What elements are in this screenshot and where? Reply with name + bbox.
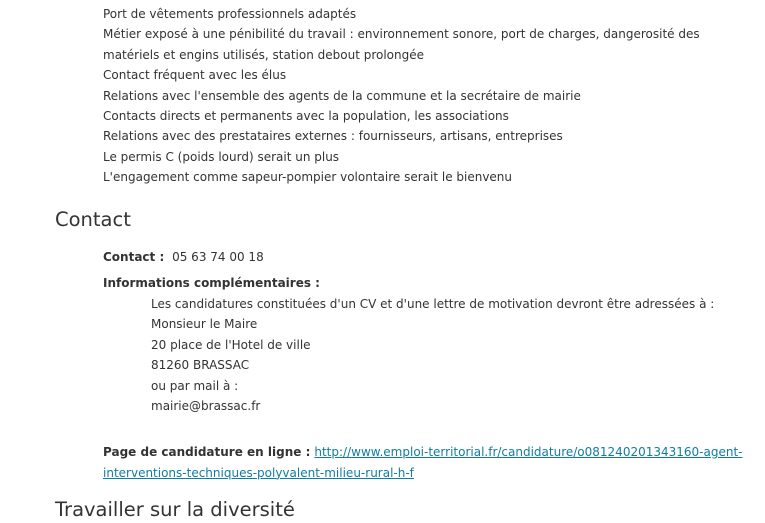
list-item: Port de vêtements professionnels adaptés bbox=[103, 7, 357, 21]
email-address: mairie@brassac.fr bbox=[151, 399, 261, 414]
next-section-title: Travailler sur la diversité bbox=[55, 498, 295, 521]
application-page-row bbox=[103, 442, 743, 483]
contact-label: Contact : bbox=[103, 250, 165, 264]
infos-complementaires-label: Informations complémentaires : bbox=[103, 276, 320, 290]
info-line: 20 place de l'Hotel de ville bbox=[151, 337, 311, 352]
contact-phone-value: 05 63 74 00 18 bbox=[172, 250, 264, 264]
list-item: Contact fréquent avec les élus bbox=[103, 68, 287, 83]
list-item: Relations avec l'ensemble des agents de la commune et la secrétaire de mairie bbox=[103, 88, 581, 103]
info-line: Les candidatures constituées d'un CV et d'une lettre de motivation devront être adressées à : bbox=[151, 297, 715, 311]
contact-phone-row bbox=[103, 248, 264, 266]
conditions-list bbox=[103, 4, 743, 188]
contact-section-title: Contact bbox=[55, 208, 131, 231]
infos-complementaires-block bbox=[151, 294, 751, 416]
application-page-link[interactable]: http://www.emploi-territorial.fr/candidature/o081240201343160-agent-interventions-techniques-polyvalent-milieu-rural-h-f bbox=[103, 445, 743, 480]
list-item: Métier exposé à une pénibilité du travail : environnement sonore, port de charges, dangerosité des matériels et engins utilisés, station debout prolongée bbox=[103, 27, 700, 62]
application-page-label: Page de candidature en ligne : bbox=[103, 445, 311, 459]
list-item: Le permis C (poids lourd) serait un plus bbox=[103, 149, 340, 164]
list-item: Relations avec des prestataires externes : fournisseurs, artisans, entreprises bbox=[103, 129, 563, 144]
info-line: 81260 BRASSAC bbox=[151, 358, 250, 373]
info-line: ou par mail à : bbox=[151, 378, 239, 393]
list-item: L'engagement comme sapeur-pompier volontaire serait le bienvenu bbox=[103, 170, 513, 185]
info-line: Monsieur le Maire bbox=[151, 317, 258, 332]
list-item: Contacts directs et permanents avec la population, les associations bbox=[103, 109, 509, 124]
